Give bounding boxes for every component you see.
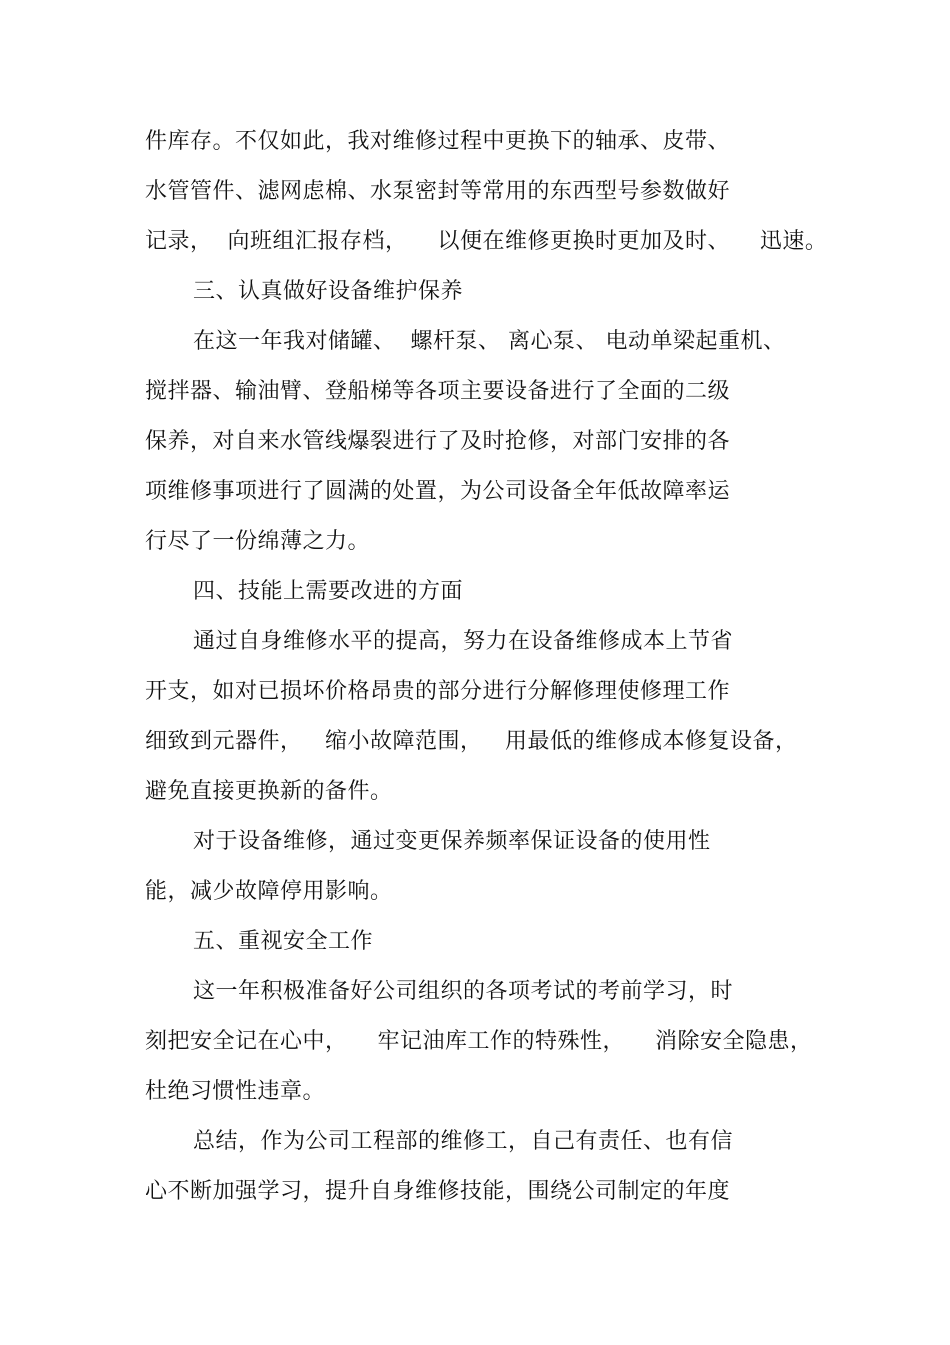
text-line: 件库存。不仅如此，我对维修过程中更换下的轴承、皮带、: [145, 129, 731, 154]
section-heading: 四、技能上需要改进的方面: [193, 579, 464, 604]
text-line: 记录， 向班组汇报存档， 以便在维修更换时更加及时、 迅速。: [145, 229, 828, 254]
text-line: 刻把安全记在心中， 牢记油库工作的特殊性， 消除安全隐患，: [145, 1029, 813, 1054]
section-heading: 五、重视安全工作: [193, 929, 374, 954]
text-line: 项维修事项进行了圆满的处置，为公司设备全年低故障率运: [145, 479, 731, 504]
text-line: 搅拌器、输油臂、登船梯等各项主要设备进行了全面的二级: [145, 379, 731, 404]
text-line: 通过自身维修水平的提高，努力在设备维修成本上节省: [193, 629, 734, 654]
text-line: 能，减少故障停用影响。: [145, 879, 393, 904]
text-line: 水管管件、滤网虑棉、水泵密封等常用的东西型号参数做好: [145, 179, 731, 204]
text-line: 避免直接更换新的备件。: [145, 779, 393, 804]
text-line: 行尽了一份绵薄之力。: [145, 529, 371, 554]
text-line: 心不断加强学习，提升自身维修技能，围绕公司制定的年度: [145, 1179, 731, 1204]
text-line: 总结，作为公司工程部的维修工，自己有责任、也有信: [193, 1129, 734, 1154]
text-line: 对于设备维修，通过变更保养频率保证设备的使用性: [193, 829, 711, 854]
text-line: 开支，如对已损坏价格昂贵的部分进行分解修理使修理工作: [145, 679, 731, 704]
text-line: 杜绝习惯性违章。: [145, 1079, 326, 1104]
text-line: 这一年积极准备好公司组织的各项考试的考前学习，时: [193, 979, 734, 1004]
text-line: 细致到元器件， 缩小故障范围， 用最低的维修成本修复设备，: [145, 729, 798, 754]
text-line: 在这一年我对储罐、 螺杆泵、 离心泵、 电动单梁起重机、: [193, 329, 786, 354]
text-line: 保养，对自来水管线爆裂进行了及时抢修，对部门安排的各: [145, 429, 731, 454]
section-heading: 三、认真做好设备维护保养: [193, 279, 464, 304]
